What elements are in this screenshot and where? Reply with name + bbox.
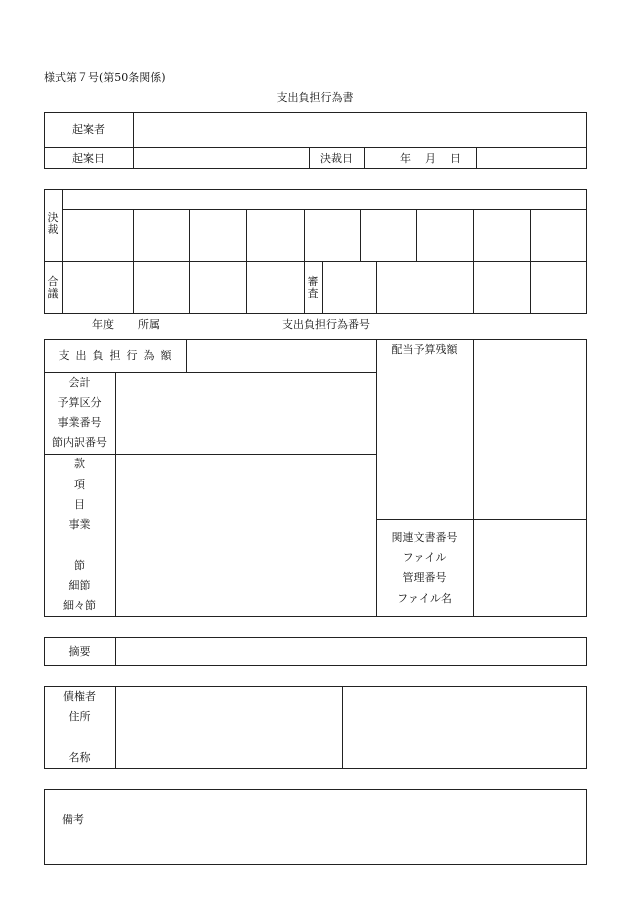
decision-date-field[interactable] — [477, 148, 586, 168]
related-doc-number-label: 関連文書番号 — [391, 531, 458, 544]
budget-label-section-number: 節内訳番号 — [52, 436, 107, 449]
budget-field[interactable] — [116, 373, 375, 454]
consult-label: 合 議 — [47, 275, 59, 300]
drafter-label: 起案者 — [72, 123, 105, 136]
account-label-saisetsu: 細節 — [68, 579, 91, 592]
related-doc-field[interactable] — [474, 520, 586, 616]
department-label: 所属 — [138, 318, 160, 331]
budget-label-category: 予算区分 — [57, 396, 102, 409]
decision-date-label: 決裁日 — [320, 152, 353, 165]
form-number: 様式第７号(第50条関係) — [44, 71, 166, 84]
review-label: 審 査 — [307, 275, 319, 300]
page-title: 支出負担行為書 — [276, 91, 354, 104]
decision-label: 決 裁 — [47, 211, 59, 236]
expenditure-number-label: 支出負担行為番号 — [282, 318, 370, 331]
management-number-label: 管理番号 — [402, 571, 447, 584]
amount-label: 支出負担行為額 — [58, 349, 178, 362]
day-label: 日 — [450, 152, 461, 165]
remaining-budget-label: 配当予算残額 — [391, 343, 458, 356]
remarks-field[interactable] — [45, 790, 586, 864]
budget-label-account: 会計 — [68, 376, 91, 389]
draft-date-label: 起案日 — [72, 152, 105, 165]
creditor-field[interactable] — [116, 687, 342, 768]
creditor-extra-field[interactable] — [343, 687, 586, 768]
fiscal-year-label: 年度 — [92, 318, 114, 331]
draft-date-field[interactable] — [134, 148, 309, 168]
summary-field[interactable] — [116, 638, 586, 665]
creditor-address-label: 住所 — [68, 710, 91, 723]
file-name-label: ファイル名 — [397, 592, 452, 605]
account-label-saisaisetsu: 細々節 — [63, 599, 96, 612]
account-label-moku: 目 — [74, 498, 85, 511]
account-label-project: 事業 — [68, 518, 91, 531]
drafter-field[interactable] — [134, 113, 586, 147]
remarks-label: 備考 — [62, 813, 84, 826]
remaining-budget-field[interactable] — [474, 340, 586, 519]
file-label: ファイル — [402, 551, 447, 564]
account-label-kan: 款 — [74, 457, 85, 470]
budget-label-project-number: 事業番号 — [57, 416, 102, 429]
account-label-setsu: 節 — [74, 559, 85, 572]
creditor-name-label: 名称 — [68, 751, 91, 764]
summary-label: 摘要 — [68, 645, 91, 658]
amount-field[interactable] — [187, 340, 375, 372]
creditor-label: 債権者 — [63, 690, 96, 703]
account-field[interactable] — [116, 455, 375, 616]
year-label: 年 — [400, 152, 411, 165]
account-label-kou: 項 — [74, 478, 85, 491]
month-label: 月 — [425, 152, 436, 165]
